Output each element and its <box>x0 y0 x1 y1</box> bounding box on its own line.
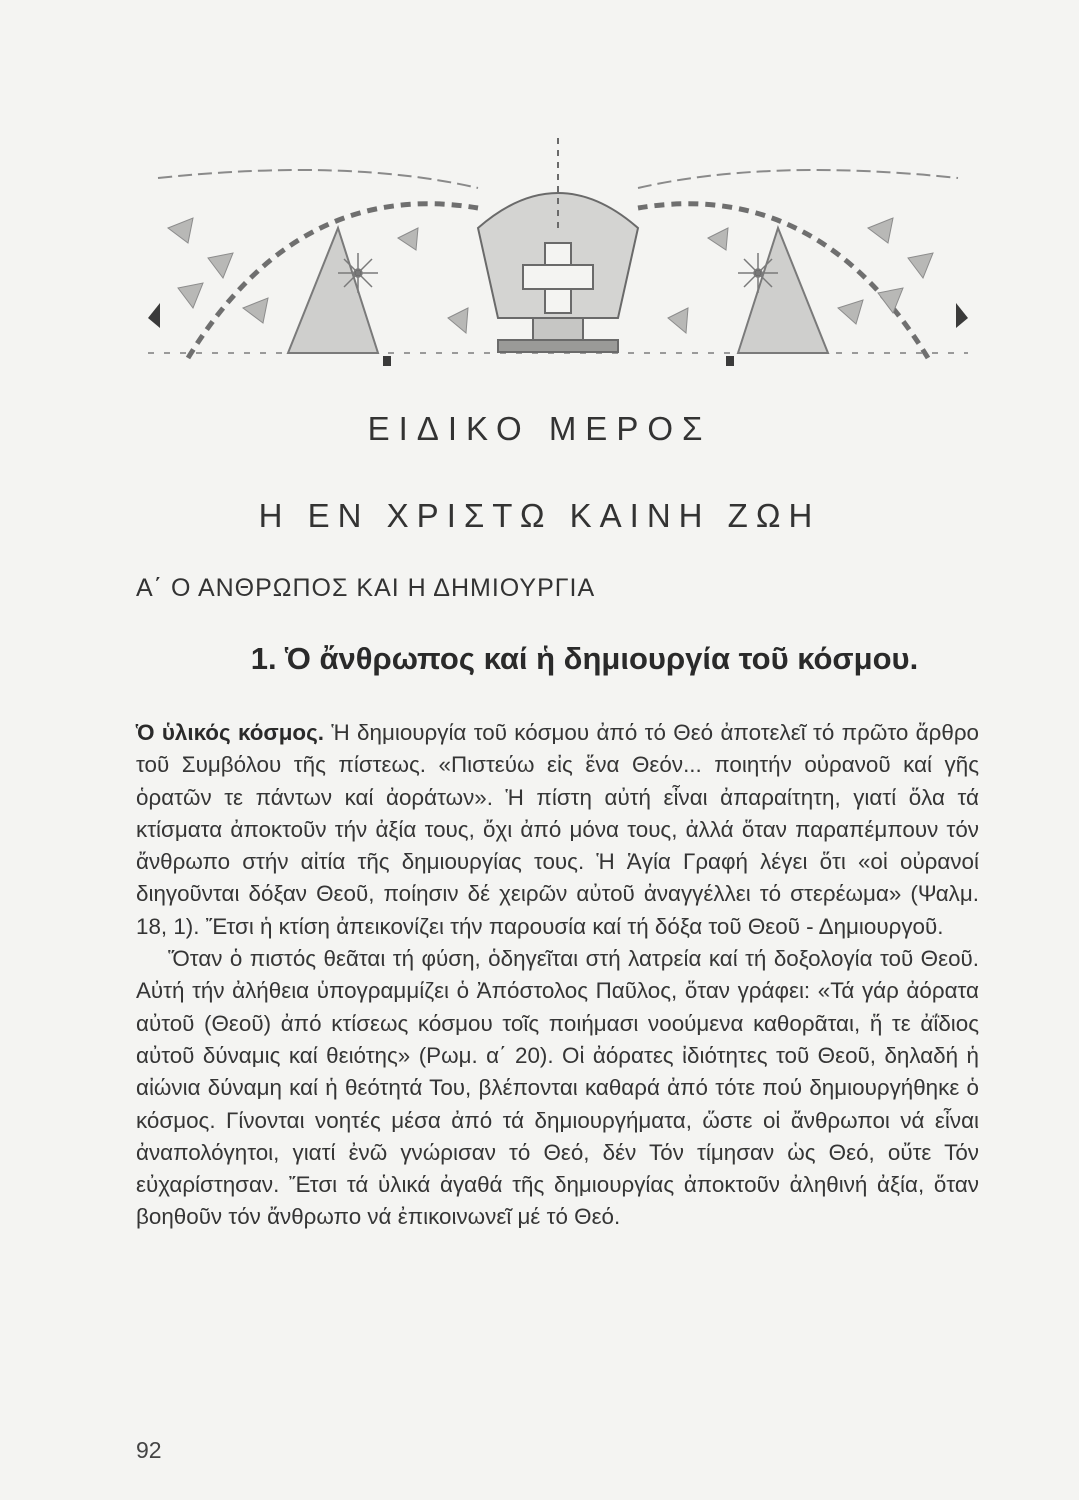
paragraph-1-text: Ἡ δημιουργία τοῦ κόσμου ἀπό τό Θεό ἀποτελεῖ τό πρῶτο ἄρθρο τοῦ Συμβόλου τῆς πίστεως. «Πιστεύω εἰς ἕνα Θεόν... ποιητήν οὐρανοῦ καί γῆς ὁρατῶν τε πάντων καί ἀοράτων». Ἡ πίστη αὐτή εἶναι ἀπαραίτητη, γιατί ὅλα τά κτίσματα ἀποκτοῦν τήν ἀξία τους, ὄχι ἀπό μόνα τους, ἀλλά ὅταν παραπέμπουν τόν ἄνθρωπο στήν αἰτία τῆς δημιουργίας τους. Ἡ Ἁγία Γραφή λέγει ὅτι «οἱ οὐρανοί διηγοῦνται δόξαν Θεοῦ, ποίησιν δέ χειρῶν αὐτοῦ ἀναγγέλλει τό στερέωμα» (Ψαλμ. 18, 1). Ἔτσι ἡ κτίση ἀπεικονίζει τήν παρουσία καί τή δόξα τοῦ Θεοῦ - Δημιουργοῦ. <box>136 720 980 939</box>
body-text <box>136 717 979 1234</box>
section-label: Α΄ Ο ΑΝΘΡΩΠΟΣ ΚΑΙ Η ΔΗΜΙΟΥΡΓΙΑ <box>136 574 596 602</box>
paragraph-2: Ὅταν ὁ πιστός θεᾶται τή φύση, ὁδηγεῖται στή λατρεία καί τή δοξολογία τοῦ Θεοῦ. Αὐτή τήν ἀλήθεια ὑπογραμμίζει ὁ Ἀπόστολος Παῦλος, ὅταν γράφει: «Τά γάρ ἀόρατα αὐτοῦ (Θεοῦ) ἀπό κτίσεως κόσμου τοῖς ποιήμασι νοούμενα καθορᾶται, ἥ τε ἀΐδιος αὐτοῦ δύναμις καί θειότης» (Ρωμ. α΄ 20). Οἱ ἀόρατες ἰδιότητες τοῦ Θεοῦ, δηλαδή ἡ αἰώνια δύναμη καί ἡ θεότητά Του, βλέπονται καθαρά ἀπό τότε πού δημιουργήθηκε ὁ κόσμος. Γίνονται νοητές μέσα ἀπό τά δημιουργήματα, ὥστε οἱ ἄνθρωποι νά εἶναι ἀναπολόγητοι, γιατί ἐνῶ γνώρισαν τό Θεό, δέν Τόν τίμησαν ὡς Θεό, οὔτε Τόν εὐχαρίστησαν. Ἔτσι τά ὑλικά ἀγαθά τῆς δημιουργίας ἀποκτοῦν ἀληθινή ἀξία, ὅταν βοηθοῦν τόν ἄνθρωπο νά ἐπικοινωνεῖ μέ τό Θεό. <box>136 946 979 1230</box>
paragraph-1 <box>136 717 979 943</box>
chapter-title: 1. Ὁ ἄνθρωπος καί ἡ δημιουργία τοῦ κόσμου. <box>250 641 919 676</box>
byzantine-mosaic-headpiece-with-cross-icon <box>148 118 968 388</box>
part-title: ΕΙΔΙΚΟ ΜΕΡΟΣ <box>367 410 712 447</box>
book-title: Η ΕΝ ΧΡΙΣΤΩ ΚΑΙΝΗ ΖΩΗ <box>258 497 821 534</box>
run-in-heading: Ὁ ὑλικός κόσμος. <box>136 720 324 745</box>
page-number: 92 <box>136 1437 162 1463</box>
